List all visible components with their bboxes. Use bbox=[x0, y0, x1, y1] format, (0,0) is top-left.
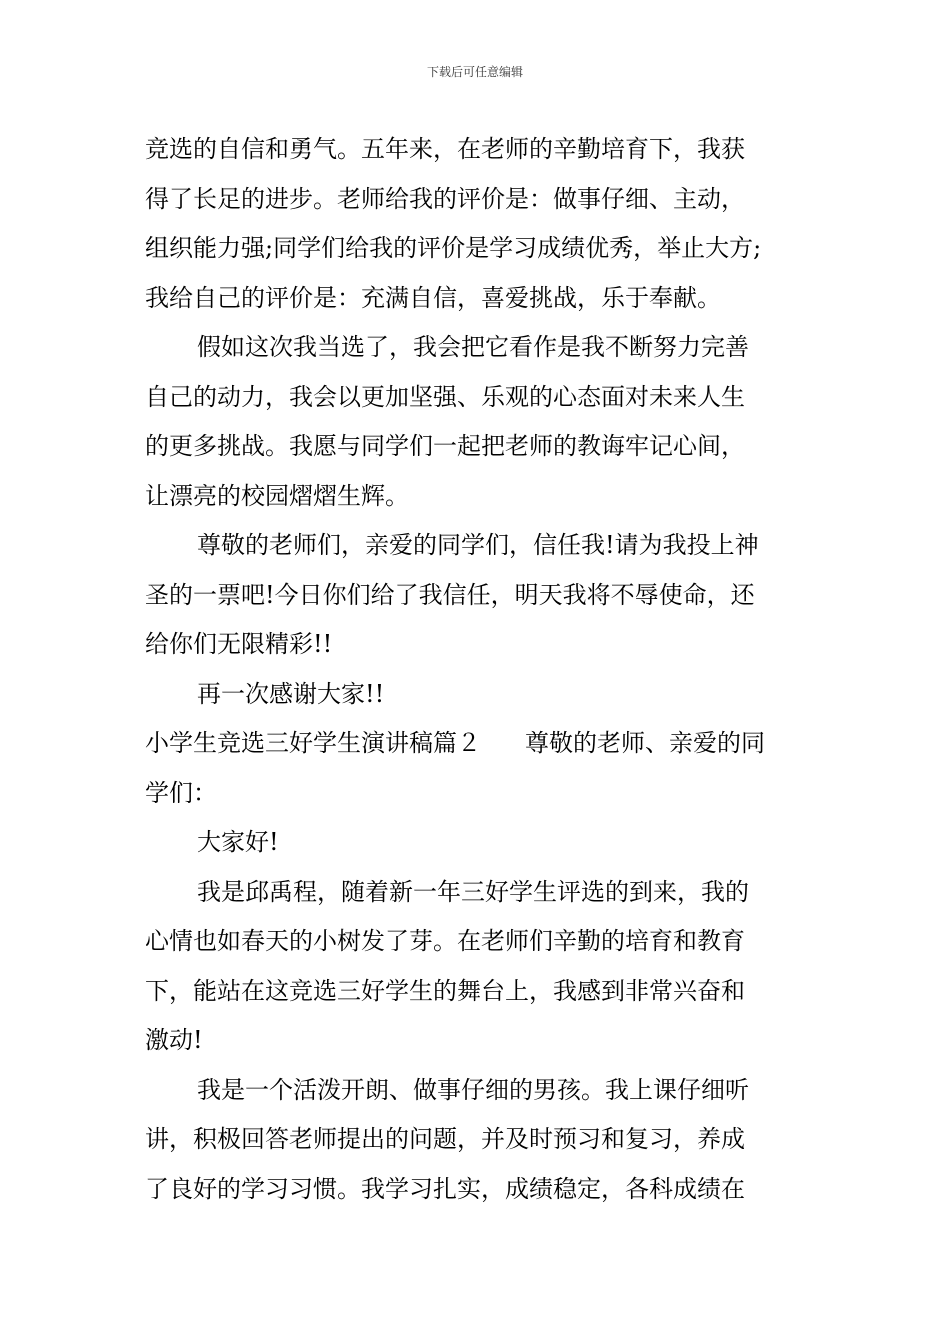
paragraph-start-line: 大家好! bbox=[197, 828, 279, 856]
paragraph-start-line: 假如这次我当选了，我会把它看作是我不断努力完善 bbox=[197, 333, 749, 361]
text-line: 竞选的自信和勇气。五年来，在老师的辛勤培育下，我获 bbox=[145, 135, 745, 163]
text-line: 得了长足的进步。老师给我的评价是：做事仔细、主动， bbox=[145, 184, 745, 213]
paragraph-start-line: 再一次感谢大家!! bbox=[197, 679, 385, 708]
text-line: 学们： bbox=[145, 778, 217, 807]
text-line: 的更多挑战。我愿与同学们一起把老师的教诲牢记心间， bbox=[145, 432, 745, 460]
paragraph-start-line: 我是一个活泼开朗、做事仔细的男孩。我上课仔细听 bbox=[197, 1075, 749, 1104]
text-line: 自己的动力，我会以更加坚强、乐观的心态面对未来人生 bbox=[145, 382, 745, 411]
text-line: 给你们无限精彩!! bbox=[145, 630, 333, 658]
text-line: 圣的一票吧!今日你们给了我信任，明天我将不辱使命，还 bbox=[145, 580, 755, 609]
section-heading: 小学生竞选三好学生演讲稿篇２ bbox=[145, 729, 481, 757]
text-line: 心情也如春天的小树发了芽。在老师们辛勤的培育和教育 bbox=[145, 927, 745, 955]
salutation: 尊敬的老师、亲爱的同 bbox=[525, 729, 765, 757]
section-heading-line bbox=[145, 719, 815, 769]
text-line: 激动! bbox=[145, 1026, 203, 1054]
text-line: 讲，积极回答老师提出的问题，并及时预习和复习，养成 bbox=[145, 1125, 745, 1153]
paragraph-start-line: 我是邱禹程，随着新一年三好学生评选的到来，我的 bbox=[197, 877, 749, 906]
text-line: 组织能力强;同学们给我的评价是学习成绩优秀，举止大方; bbox=[145, 234, 762, 262]
text-line: 下，能站在这竞选三好学生的舞台上，我感到非常兴奋和 bbox=[145, 976, 745, 1005]
document-body bbox=[145, 125, 815, 1214]
paragraph-start-line: 尊敬的老师们，亲爱的同学们，信任我!请为我投上神 bbox=[197, 531, 759, 559]
text-line: 了良好的学习习惯。我学习扎实，成绩稳定，各科成绩在 bbox=[145, 1174, 745, 1203]
page-header: 下载后可任意编辑 bbox=[426, 65, 523, 79]
text-line: 我给自己的评价是：充满自信，喜爱挑战，乐于奉献。 bbox=[145, 283, 721, 312]
text-line: 让漂亮的校园熠熠生辉。 bbox=[145, 481, 409, 510]
